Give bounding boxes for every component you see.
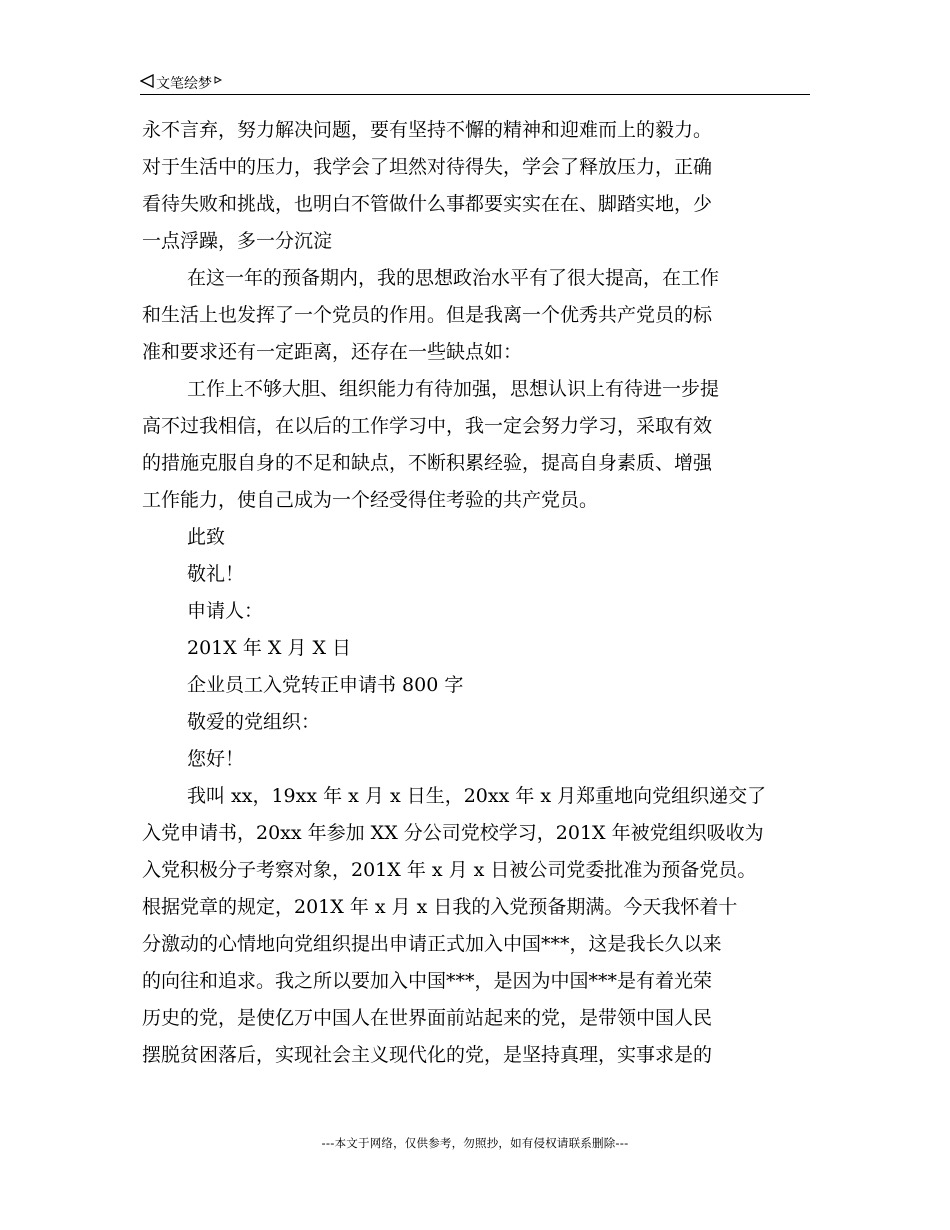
text-line: 申请人：: [187, 600, 264, 622]
text-line: 我叫 xx，19xx 年 x 月 x 日生，20xx 年 x 月郑重地向党组织递交了: [187, 785, 767, 807]
text-line: 敬爱的党组织：: [187, 711, 321, 733]
brand-text: 文笔绘梦: [156, 76, 212, 92]
text-line: 入党积极分子考察对象，201X 年 x 月 x 日被公司党委批准为预备党员。: [142, 859, 757, 881]
left-triangle-icon: [140, 74, 154, 92]
document-body: [142, 112, 812, 1074]
text-line: 201X 年 X 月 X 日: [187, 637, 352, 659]
text-line: 入党申请书，20xx 年参加 XX 分公司党校学习，201X 年被党组织吸收为: [142, 822, 764, 844]
text-line: 永不言弃，努力解决问题，要有坚持不懈的精神和迎难而上的毅力。: [142, 119, 713, 141]
text-line: 此致: [187, 526, 226, 548]
header-brand: [140, 73, 222, 93]
text-line: 敬礼！: [187, 563, 245, 585]
text-line: 工作能力，使自己成为一个经受得住考验的共产党员。: [142, 489, 599, 511]
text-line: 企业员工入党转正申请书 800 字: [187, 674, 464, 696]
text-line: 的措施克服自身的不足和缺点，不断积累经验，提高自身素质、增强: [142, 452, 713, 474]
text-line: 您好！: [187, 748, 245, 770]
text-line: 历史的党，是使亿万中国人在世界面前站起来的党，是带领中国人民: [142, 1007, 713, 1029]
text-line: 分激动的心情地向党组织提出申请正式加入中国***，这是我长久以来: [142, 933, 722, 955]
footer-notice: ---本文于网络，仅供参考，勿照抄，如有侵权请联系删除---: [321, 1136, 629, 1150]
text-line: 的向往和追求。我之所以要加入中国***，是因为中国***是有着光荣: [142, 970, 713, 992]
page-header: [140, 70, 810, 96]
text-line: 对于生活中的压力，我学会了坦然对待得失，学会了释放压力，正确: [142, 156, 713, 178]
text-line: 根据党章的规定，201X 年 x 月 x 日我的入党预备期满。今天我怀着十: [142, 896, 738, 918]
right-triangle-icon: [214, 72, 222, 88]
text-line: 摆脱贫困落后，实现社会主义现代化的党，是坚持真理，实事求是的: [142, 1044, 713, 1066]
text-line: 和生活上也发挥了一个党员的作用。但是我离一个优秀共产党员的标: [142, 304, 713, 326]
text-line: 高不过我相信，在以后的工作学习中，我一定会努力学习，采取有效: [142, 415, 713, 437]
header-divider: [140, 94, 810, 95]
text-line: 在这一年的预备期内，我的思想政治水平有了很大提高，在工作: [187, 267, 720, 289]
text-line: 工作上不够大胆、组织能力有待加强，思想认识上有待进一步提: [187, 378, 720, 400]
text-line: 准和要求还有一定距离，还存在一些缺点如：: [142, 341, 523, 363]
text-line: 看待失败和挑战，也明白不管做什么事都要实实在在、脚踏实地，少: [142, 193, 713, 215]
text-line: 一点浮躁，多一分沉淀: [142, 230, 333, 252]
